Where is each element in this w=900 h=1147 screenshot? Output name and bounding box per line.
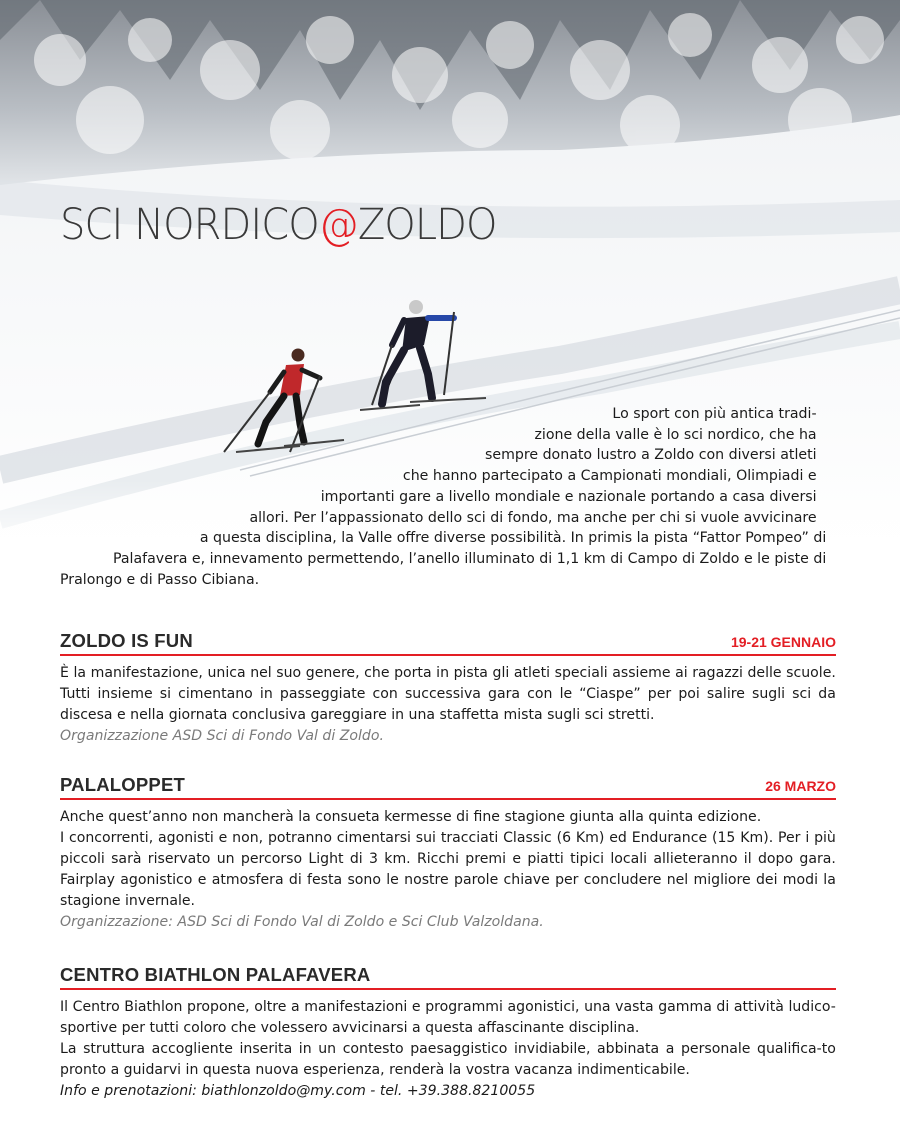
title-at-sign: @	[318, 200, 358, 250]
contact-info[interactable]: Info e prenotazioni: biathlonzoldo@my.com - tel. +39.388.8210055	[60, 1082, 536, 1099]
section-paragraph: I concorrenti, agonisti e non, potranno cimentarsi sui tracciati Classic (6 Km) ed Endurance (15 Km). Per i più piccoli sarà riservato un percorso Light di 3 km. Ricchi premi e piatti tipici locali allieteranno il dopo gara. Fairplay agonistico e atmosfera di festa sono le nostre parole chiave per concludere nel migliore dei modi la stagione invernale.	[60, 829, 836, 909]
section-title: PALALOPPET	[60, 774, 185, 795]
intro-line: importanti gare a livello mondiale e nazionale portando a casa diversi	[320, 487, 817, 505]
section-date: 19-21 GENNAIO	[730, 634, 836, 650]
intro-line: Lo sport con più antica tradi-	[612, 405, 817, 422]
section-divider	[60, 654, 836, 656]
intro-line: Palafavera e, innevamento permettendo, l’anello illuminato di 1,1 km di Campo di Zoldo e le piste di	[112, 549, 827, 567]
title-part-2: ZOLDO	[357, 200, 497, 250]
section-paragraph: Il Centro Biathlon propone, oltre a manifestazioni e programmi agonistici, una vasta gamma di attività ludico-sportive per tutti coloro che volessero avvicinarsi a questa affascinante disciplina.	[60, 998, 836, 1036]
section-header	[60, 774, 836, 798]
section-palaloppet	[60, 774, 836, 932]
section-paragraph: La struttura accogliente inserita in un contesto paesaggistico invidiabile, abbinata a personale qualifica-to pronto a guidarvi in questa nuova esperienza, renderà la vostra vacanza indimenticabile.	[60, 1040, 836, 1078]
page-title	[60, 200, 497, 250]
section-divider	[60, 798, 836, 800]
section-date: 26 MARZO	[765, 778, 836, 794]
organizer-note: Organizzazione ASD Sci di Fondo Val di Zoldo.	[60, 727, 384, 744]
section-title: ZOLDO IS FUN	[60, 630, 193, 651]
intro-line: che hanno partecipato a Campionati mondiali, Olimpiadi e	[402, 467, 817, 485]
section-body	[60, 996, 836, 1101]
section-body	[60, 662, 836, 746]
intro-line: allori. Per l’appassionato dello sci di fondo, ma anche per chi si vuole avvicinare	[249, 508, 817, 526]
organizer-note: Organizzazione: ASD Sci di Fondo Val di Zoldo e Sci Club Valzoldana.	[60, 913, 544, 930]
section-paragraph: Anche quest’anno non mancherà la consueta kermesse di fine stagione giunta alla quinta edizione.	[60, 808, 762, 825]
intro-paragraph	[60, 404, 826, 590]
intro-line: sempre donato lustro a Zoldo con diversi atleti	[484, 446, 817, 464]
section-zoldo-is-fun	[60, 630, 836, 746]
title-part-1: SCI NORDICO	[60, 200, 319, 250]
intro-line: zione della valle è lo sci nordico, che ha	[534, 425, 817, 443]
section-paragraph: È la manifestazione, unica nel suo genere, che porta in pista gli atleti speciali assieme ai ragazzi delle scuole. Tutti insieme si cimentano in passeggiate con successiva gara con le “Ciaspe” per poi salire sugli sci da discesa e nella giornata conclusiva gareggiare in una staffetta mista sugli sci stretti.	[60, 664, 836, 723]
intro-line: a questa disciplina, la Valle offre diverse possibilità. In primis la pista “Fattor Pompeo” di	[199, 529, 827, 547]
section-title: CENTRO BIATHLON PALAFAVERA	[60, 964, 371, 985]
section-header	[60, 964, 836, 988]
section-header	[60, 630, 836, 654]
section-divider	[60, 988, 836, 990]
intro-line: Pralongo e di Passo Cibiana.	[60, 570, 260, 588]
section-centro-biathlon	[60, 964, 836, 1101]
section-body	[60, 806, 836, 932]
